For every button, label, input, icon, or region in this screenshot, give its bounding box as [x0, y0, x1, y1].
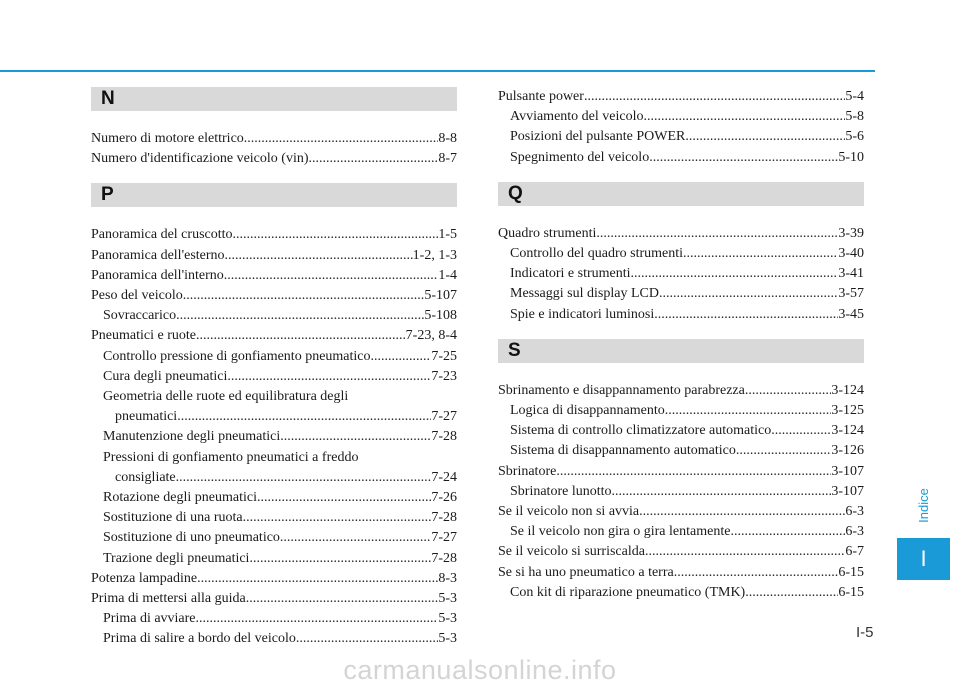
index-entry-page: 5-10	[838, 149, 864, 165]
dot-leader	[371, 347, 432, 367]
index-entry-page: 7-28	[431, 429, 457, 445]
index-entry-page: 8-8	[438, 131, 457, 146]
index-entry[interactable]	[498, 87, 864, 107]
dot-leader	[196, 326, 406, 346]
index-entry[interactable]	[91, 589, 457, 609]
index-entry-page: 6-15	[838, 564, 864, 580]
dot-leader	[176, 306, 424, 326]
index-entry-page: 3-124	[831, 423, 864, 439]
index-entry-text: consigliate	[115, 469, 176, 485]
index-entry-text: Geometria delle ruote ed equilibratura degli	[103, 389, 349, 405]
index-entry-page: 1-5	[438, 227, 457, 243]
index-entry-page: 5-3	[438, 611, 457, 627]
index-column-right	[498, 87, 864, 617]
index-entry[interactable]	[498, 583, 864, 603]
index-entry-text: Panoramica dell'interno	[91, 267, 224, 283]
index-entry-text: Panoramica del cruscotto	[91, 227, 233, 243]
index-entry-text: Se il veicolo non si avvia	[498, 504, 640, 520]
index-entry[interactable]	[91, 508, 457, 528]
index-entry-text: Posizioni del pulsante POWER	[510, 129, 686, 145]
index-entry-text: Sistema di controllo climatizzatore automatico	[510, 423, 772, 439]
index-entry[interactable]	[91, 286, 457, 306]
dot-leader	[243, 508, 432, 528]
index-entry[interactable]	[91, 569, 457, 589]
index-entry-page: 7-23, 8-4	[405, 328, 457, 344]
index-entry-text: Spie e indicatori luminosi	[510, 306, 655, 322]
index-entry-text: Pressioni di gonfiamento pneumatici a freddo	[103, 449, 359, 465]
index-entry[interactable]	[498, 244, 864, 264]
dot-leader	[183, 286, 425, 306]
index-entry[interactable]	[498, 421, 864, 441]
section-header-p	[91, 183, 457, 207]
index-entry[interactable]	[91, 448, 457, 468]
index-entry[interactable]	[91, 326, 457, 346]
dot-leader	[233, 225, 439, 245]
dot-leader	[685, 127, 845, 147]
index-entry-page: 3-126	[831, 443, 864, 459]
index-entry[interactable]	[91, 266, 457, 286]
index-entry-text: Potenza lampadine	[91, 570, 198, 586]
index-entry-text: Numero d'identificazione veicolo (vin)	[91, 151, 309, 167]
side-section-label	[897, 478, 950, 532]
index-entry-text: Sbrinamento e disappannamento parabrezza	[498, 382, 745, 398]
index-entry-page: 8-3	[438, 570, 457, 586]
dot-leader	[612, 482, 832, 502]
dot-leader	[280, 528, 431, 548]
index-entry-page: 7-28	[431, 550, 457, 566]
section-letter: N	[101, 88, 115, 109]
index-entry-page: 1-4	[438, 267, 457, 283]
index-entry[interactable]	[91, 246, 457, 266]
index-entry-page: 6-7	[845, 544, 864, 560]
dot-leader	[296, 629, 438, 649]
section-header-s	[498, 339, 864, 363]
index-entry-text: Prima di avviare	[103, 611, 196, 627]
index-entry-text: Cura degli pneumatici	[103, 368, 228, 384]
index-entry-page: 7-23	[431, 368, 457, 384]
index-entry[interactable]	[498, 264, 864, 284]
dot-leader	[249, 549, 431, 569]
index-entry-text: Prima di salire a bordo del veicolo	[103, 631, 296, 647]
top-rule	[0, 70, 875, 72]
dot-leader	[745, 583, 838, 603]
index-entry-text: Manutenzione degli pneumatici	[103, 429, 281, 445]
index-entry-page: 7-28	[431, 510, 457, 526]
dot-leader	[674, 563, 839, 583]
index-entry-text: Sostituzione di una ruota	[103, 510, 243, 526]
dot-leader	[639, 502, 845, 522]
index-entry-text: Indicatori e strumenti	[510, 266, 631, 282]
index-entry-page: 3-124	[831, 382, 864, 398]
dot-leader	[225, 246, 413, 266]
index-entry-text: Sistema di disappannamento automatico	[510, 443, 736, 459]
dot-leader	[645, 542, 845, 562]
dot-leader	[177, 407, 431, 427]
index-entry[interactable]	[91, 549, 457, 569]
index-entry-list	[498, 87, 864, 168]
index-entry[interactable]	[91, 488, 457, 508]
index-entry-list	[498, 381, 864, 603]
index-entry-page: 6-3	[845, 504, 864, 520]
index-entry-page: 5-4	[845, 89, 864, 104]
dot-leader	[736, 441, 831, 461]
index-entry-text: Rotazione degli pneumatici	[103, 490, 257, 506]
dot-leader	[596, 224, 838, 244]
side-section-label-text: Indice	[915, 487, 931, 523]
index-entry[interactable]	[498, 305, 864, 325]
dot-leader	[257, 488, 431, 508]
index-entry-text: Controllo del quadro strumenti	[510, 246, 684, 262]
index-entry[interactable]	[498, 542, 864, 562]
index-entry-page: 3-40	[838, 246, 864, 262]
index-entry-page: 5-6	[845, 129, 864, 145]
index-entry[interactable]	[91, 629, 457, 649]
index-entry[interactable]	[498, 148, 864, 168]
index-entry-text: pneumatici	[115, 409, 178, 425]
index-entry[interactable]	[91, 468, 457, 488]
page-number: I-5	[856, 624, 874, 641]
index-entry-page: 3-39	[838, 225, 864, 241]
index-entry-page: 5-8	[845, 109, 864, 125]
index-entry-page: 7-27	[431, 530, 457, 546]
index-entry[interactable]	[91, 427, 457, 447]
dot-leader	[683, 244, 838, 264]
index-entry-page: 3-107	[831, 483, 864, 499]
index-entry-page: 3-125	[831, 403, 864, 419]
index-entry-page: 6-15	[838, 584, 864, 600]
index-entry-text: Quadro strumenti	[498, 225, 597, 241]
index-entry-text: Controllo pressione di gonfiamento pneumatico	[103, 348, 371, 364]
index-entry-text: Sostituzione di uno pneumatico	[103, 530, 280, 546]
index-entry-page: 3-57	[838, 286, 864, 302]
index-entry-page: 5-107	[424, 288, 457, 304]
watermark: carmanualsonline.info	[343, 655, 617, 685]
index-entry[interactable]	[498, 502, 864, 522]
index-entry-page: 1-2, 1-3	[412, 247, 457, 263]
index-entry-page: 6-3	[845, 524, 864, 540]
index-entry-text: Se il veicolo non gira o gira lentamente	[510, 524, 731, 540]
dot-leader	[584, 87, 845, 107]
index-entry[interactable]	[91, 129, 457, 149]
index-entry-list	[498, 224, 864, 325]
index-entry-page: 7-24	[431, 469, 457, 485]
index-entry-page: 5-108	[424, 308, 457, 324]
index-entry-text: Con kit di riparazione pneumatico (TMK)	[510, 584, 746, 600]
dot-leader	[771, 421, 831, 441]
dot-leader	[631, 264, 839, 284]
index-entry-page: 5-3	[438, 631, 457, 647]
index-entry-page: 3-41	[838, 266, 864, 282]
index-entry-text: Spegnimento del veicolo	[510, 149, 650, 165]
index-entry[interactable]	[498, 462, 864, 482]
index-entry[interactable]	[91, 347, 457, 367]
dot-leader	[745, 381, 831, 401]
dot-leader	[224, 266, 439, 286]
index-entry[interactable]	[91, 609, 457, 629]
index-entry-list	[91, 129, 457, 169]
index-entry[interactable]	[498, 401, 864, 421]
index-entry-page: 3-45	[838, 306, 864, 322]
index-entry-list	[91, 225, 457, 649]
index-entry-text: Sbrinatore lunotto	[510, 483, 612, 499]
dot-leader	[643, 107, 845, 127]
index-entry[interactable]	[498, 441, 864, 461]
dot-leader	[280, 427, 431, 447]
index-entry-text: Sovraccarico	[103, 308, 177, 324]
index-entry-page: 3-107	[831, 463, 864, 479]
index-entry-text: Peso del veicolo	[91, 288, 183, 304]
dot-leader	[730, 522, 845, 542]
index-entry[interactable]	[91, 367, 457, 387]
index-entry[interactable]	[498, 381, 864, 401]
section-letter: Q	[508, 182, 523, 204]
dot-leader	[556, 462, 831, 482]
index-entry[interactable]	[91, 407, 457, 427]
index-entry-text: Pulsante power	[498, 89, 584, 104]
index-entry-text: Trazione degli pneumatici	[103, 550, 250, 566]
index-entry[interactable]	[498, 127, 864, 147]
index-entry[interactable]	[91, 149, 457, 169]
index-entry-text: Se si ha uno pneumatico a terra	[498, 564, 674, 580]
dot-leader	[196, 609, 439, 629]
dot-leader	[654, 305, 838, 325]
index-entry-page: 5-3	[438, 591, 457, 607]
dot-leader	[227, 367, 431, 387]
index-entry-page: 8-7	[438, 151, 457, 167]
index-entry[interactable]	[498, 284, 864, 304]
index-entry-text: Panoramica dell'esterno	[91, 247, 225, 263]
side-section-tab-letter: I	[920, 546, 927, 571]
index-entry[interactable]	[498, 522, 864, 542]
section-header-q	[498, 182, 864, 206]
dot-leader	[244, 129, 439, 149]
dot-leader	[649, 148, 838, 168]
dot-leader	[197, 569, 438, 589]
index-entry-text: Se il veicolo si surriscalda	[498, 544, 645, 560]
section-header-n	[91, 87, 457, 111]
index-entry-text: Sbrinatore	[498, 463, 557, 479]
index-entry[interactable]	[91, 306, 457, 326]
index-entry[interactable]	[91, 387, 457, 407]
index-entry-text: Numero di motore elettrico	[91, 131, 244, 146]
index-entry[interactable]	[498, 107, 864, 127]
dot-leader	[309, 149, 439, 169]
index-entry[interactable]	[498, 224, 864, 244]
index-column-left	[91, 87, 457, 664]
index-entry[interactable]	[498, 482, 864, 502]
index-entry-page: 7-26	[431, 490, 457, 506]
dot-leader	[659, 284, 838, 304]
index-entry-text: Prima di mettersi alla guida	[91, 591, 246, 607]
dot-leader	[176, 468, 432, 488]
section-letter: S	[508, 339, 521, 361]
index-entry-page: 7-27	[431, 409, 457, 425]
dot-leader	[665, 401, 832, 421]
section-letter: P	[101, 184, 114, 206]
side-section-tab[interactable]	[897, 538, 950, 580]
index-entry-text: Logica di disappannamento	[510, 403, 665, 419]
index-entry[interactable]	[91, 528, 457, 548]
index-entry[interactable]	[91, 225, 457, 245]
index-entry-text: Avviamento del veicolo	[510, 109, 644, 125]
dot-leader	[246, 589, 439, 609]
index-entry-text: Messaggi sul display LCD	[510, 286, 659, 302]
index-entry[interactable]	[498, 563, 864, 583]
index-entry-text: Pneumatici e ruote	[91, 328, 196, 344]
index-entry-page: 7-25	[431, 348, 457, 364]
